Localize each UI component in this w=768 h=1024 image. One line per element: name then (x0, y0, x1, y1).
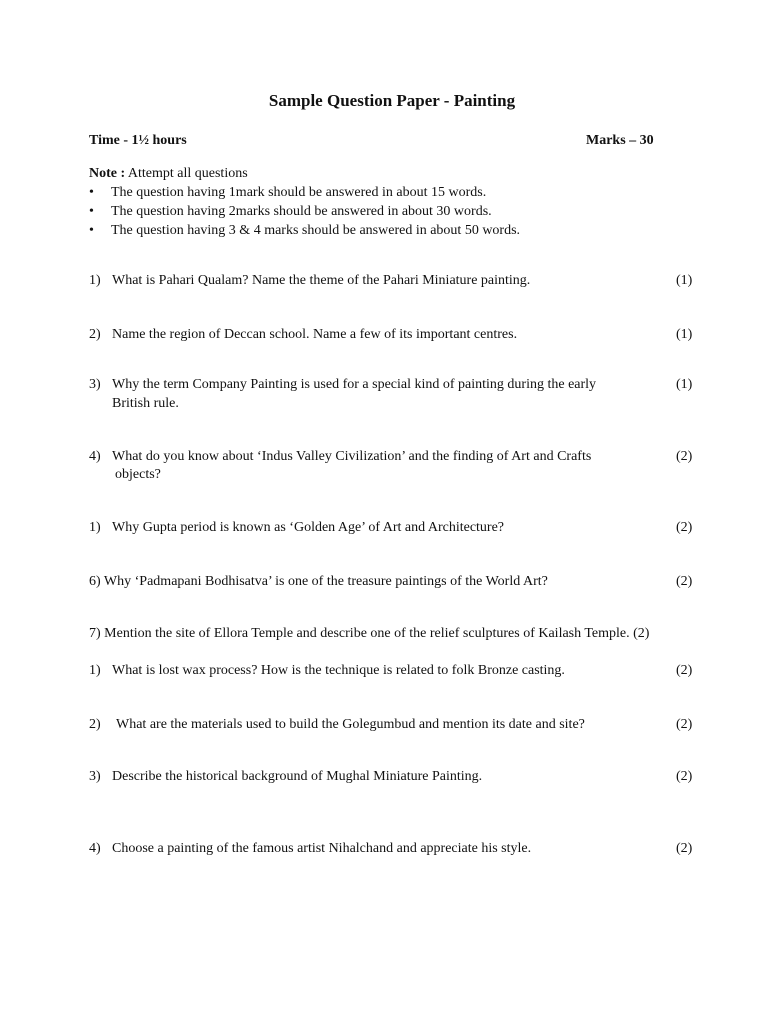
question-marks: (2) (676, 449, 693, 464)
question-text: What is Pahari Qualam? Name the theme of the Pahari Miniature painting. (112, 273, 531, 288)
question-number: 2) (89, 717, 101, 732)
question-marks: (2) (676, 717, 693, 732)
question-marks: (2) (676, 574, 693, 589)
question-text-continued: objects? (115, 467, 161, 482)
question-marks: (1) (676, 327, 693, 342)
instruction-bullet (89, 223, 520, 239)
question-item (89, 717, 585, 733)
question-item (89, 841, 531, 857)
question-number: 6) (89, 574, 101, 589)
question-marks: (2) (676, 663, 693, 678)
question-marks: (2) (676, 769, 693, 784)
question-number: 4) (89, 841, 101, 856)
bullet-icon: • (89, 185, 94, 200)
bullet-icon: • (89, 204, 94, 219)
instruction-text: The question having 3 & 4 marks should be answered in about 50 words. (111, 223, 521, 238)
note-text: Attempt all questions (127, 166, 248, 181)
question-number: 1) (89, 520, 101, 535)
question-item (89, 663, 565, 679)
question-text: Name the region of Deccan school. Name a few of its important centres. (112, 327, 518, 342)
question-number: 7) (89, 626, 101, 641)
question-text: Choose a painting of the famous artist Nihalchand and appreciate his style. (112, 841, 532, 856)
note-label: Note : (89, 166, 126, 181)
instruction-text: The question having 2marks should be answered in about 30 words. (111, 204, 492, 219)
note (89, 166, 248, 182)
page-title: Sample Question Paper - Painting (268, 91, 516, 110)
instruction-bullet (89, 204, 492, 220)
question-item (89, 273, 530, 289)
question-number: 3) (89, 377, 101, 392)
exam-duration: Time - 1½ hours (89, 133, 187, 148)
instruction-text: The question having 1mark should be answered in about 15 words. (111, 185, 487, 200)
question-text: Mention the site of Ellora Temple and describe one of the relief sculptures of Kailash Temple. (2) (104, 626, 650, 641)
question-text: Why the term Company Painting is used for a special kind of painting during the early (112, 377, 597, 392)
question-text-continued: British rule. (112, 396, 179, 411)
total-marks: Marks – 30 (586, 133, 654, 148)
question-text: Why ‘Padmapani Bodhisatva’ is one of the treasure paintings of the World Art? (103, 574, 548, 589)
question-marks: (1) (676, 377, 693, 392)
question-item (89, 520, 504, 536)
question-item (89, 626, 649, 642)
question-number: 4) (89, 449, 101, 464)
question-number: 1) (89, 273, 101, 288)
question-number: 1) (89, 663, 101, 678)
question-item (89, 377, 596, 393)
question-text: What are the materials used to build the Golegumbud and mention its date and site? (116, 717, 585, 732)
question-item (89, 769, 482, 785)
question-item (89, 327, 517, 343)
question-item (89, 449, 591, 465)
question-item (89, 574, 548, 590)
question-text: What do you know about ‘Indus Valley Civilization’ and the finding of Art and Crafts (112, 449, 592, 464)
question-text: What is lost wax process? How is the technique is related to folk Bronze casting. (112, 663, 565, 678)
instruction-bullet (89, 185, 486, 201)
question-number: 2) (89, 327, 101, 342)
question-marks: (1) (676, 273, 693, 288)
question-marks: (2) (676, 520, 693, 535)
bullet-icon: • (89, 223, 94, 238)
question-marks: (2) (676, 841, 693, 856)
question-text: Describe the historical background of Mughal Miniature Painting. (112, 769, 483, 784)
question-number: 3) (89, 769, 101, 784)
question-text: Why Gupta period is known as ‘Golden Age’ of Art and Architecture? (112, 520, 505, 535)
